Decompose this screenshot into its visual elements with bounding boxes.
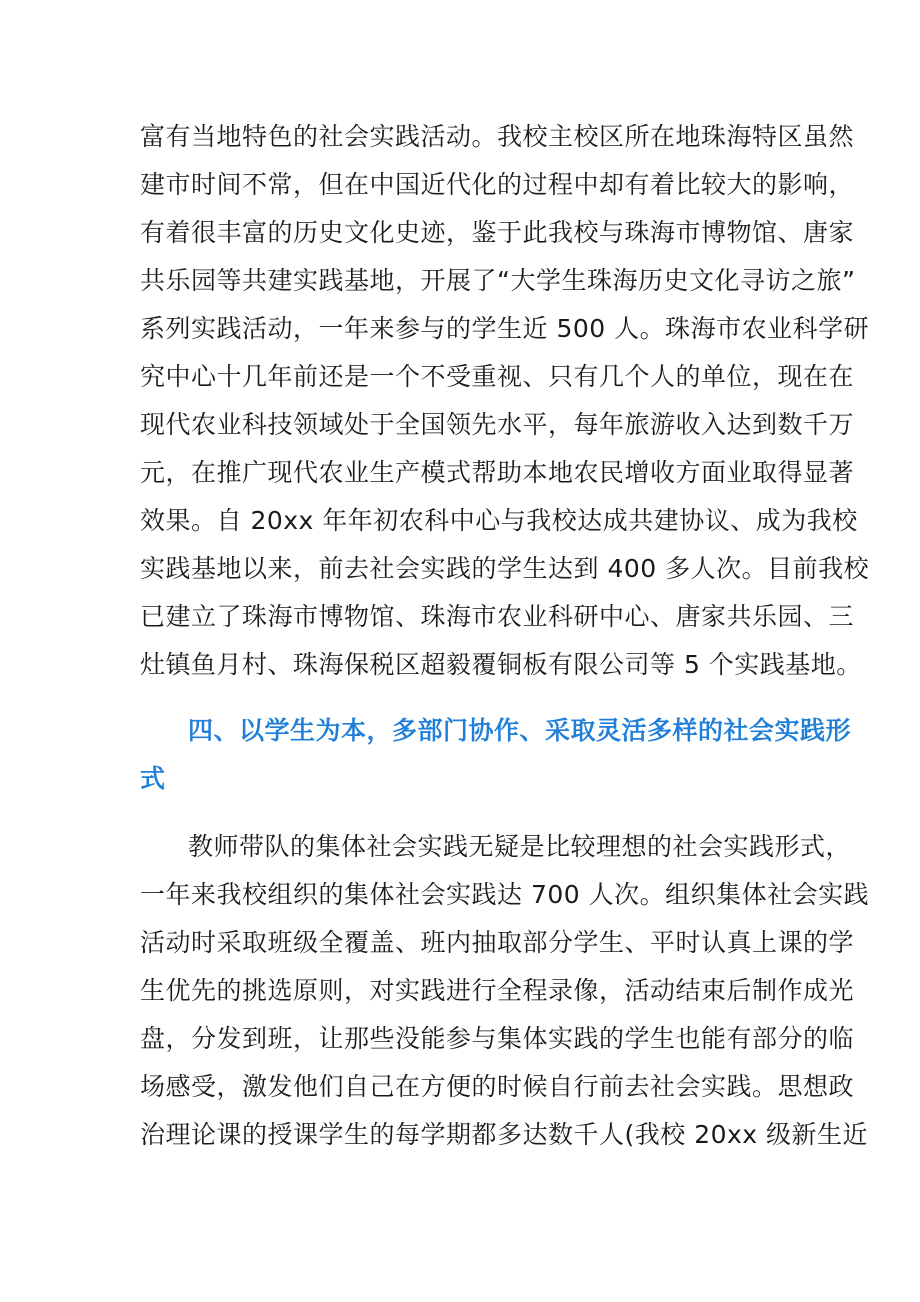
text-line: 富有当地特色的社会实践活动。我校主校区所在地珠海特区虽然 <box>140 122 855 151</box>
text-line: 共乐园等共建实践基地，开展了“大学生珠海历史文化寻访之旅” <box>140 266 856 295</box>
text-line: 一年来我校组织的集体社会实践达 700 人次。组织集体社会实践 <box>140 880 870 909</box>
text-line: 效果。自 20xx 年年初农科中心与我校达成共建协议、成为我校 <box>140 506 858 535</box>
text-line: 究中心十几年前还是一个不受重视、只有几个人的单位，现在在 <box>140 362 855 391</box>
text-line: 元，在推广现代农业生产模式帮助本地农民增收方面业取得显著 <box>140 458 855 487</box>
text-line: 建市时间不常，但在中国近代化的过程中却有着比较大的影响， <box>140 170 855 199</box>
heading-line: 四、以学生为本，多部门协作、采取灵活多样的社会实践形 <box>188 716 852 745</box>
text-line: 现代农业科技领域处于全国领先水平，每年旅游收入达到数千万 <box>140 410 855 439</box>
text-line: 有着很丰富的历史文化史迹，鉴于此我校与珠海市博物馆、唐家 <box>140 218 855 247</box>
text-line: 灶镇鱼月村、珠海保税区超毅覆铜板有限公司等 5 个实践基地。 <box>140 650 862 679</box>
text-line: 教师带队的集体社会实践无疑是比较理想的社会实践形式， <box>188 832 852 861</box>
text-line: 系列实践活动，一年来参与的学生近 500 人。珠海市农业科学研 <box>140 314 870 343</box>
text-line: 盘，分发到班，让那些没能参与集体实践的学生也能有部分的临 <box>140 1024 855 1053</box>
text-line: 活动时采取班级全覆盖、班内抽取部分学生、平时认真上课的学 <box>140 928 855 957</box>
text-line: 实践基地以来，前去社会实践的学生达到 400 多人次。目前我校 <box>140 554 870 583</box>
heading-line: 式 <box>140 764 166 793</box>
text-line: 已建立了珠海市博物馆、珠海市农业科研中心、唐家共乐园、三 <box>140 602 855 631</box>
text-line: 治理论课的授课学生的每学期都多达数千人(我校 20xx 级新生近 <box>140 1120 869 1149</box>
text-line: 生优先的挑选原则，对实践进行全程录像，活动结束后制作成光 <box>140 976 855 1005</box>
text-line: 场感受，激发他们自己在方便的时候自行前去社会实践。思想政 <box>140 1072 855 1101</box>
